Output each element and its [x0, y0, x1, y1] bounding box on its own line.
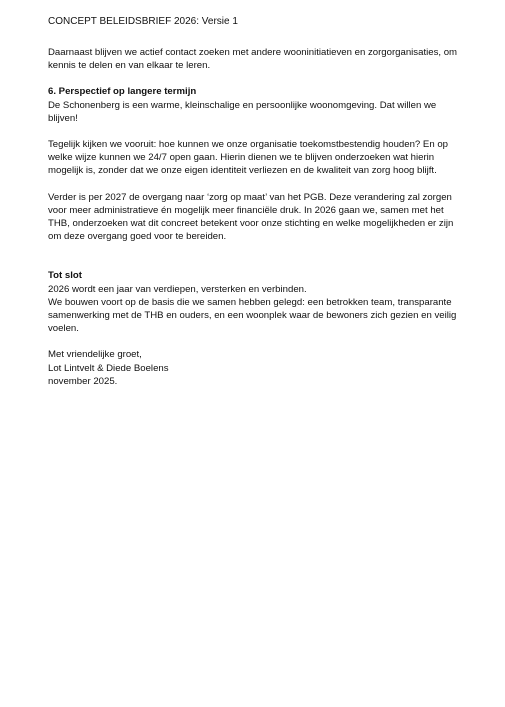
document-body [48, 46, 460, 401]
section-6-paragraph-3: Verder is per 2027 de overgang naar ‘zorg op maat’ van het PGB. Deze verandering zal zorgen voor meer administratieve én mogelijk meer financiële druk. In 2026 gaan we, samen met het THB, onderzoeken wat dit concreet betekent voor onze stichting en welke mogelijkheden er zijn om deze overgang goed voor te bereiden. [48, 191, 454, 243]
signature-block [48, 348, 460, 388]
section-6 [48, 85, 460, 125]
closing-heading: Tot slot [48, 270, 82, 282]
closing-line-2: We bouwen voort op de basis die we samen hebben gelegd: een betrokken team, transparante samenwerking met de THB en ouders, en een woonplek waar de bewoners zich gezien en veilig voelen. [48, 296, 457, 335]
section-6-heading: 6. Perspectief op langere termijn [48, 86, 197, 98]
closing-line-1: 2026 wordt een jaar van verdiepen, versterken en verbinden. [48, 283, 307, 295]
signature-greeting: Met vriendelijke groet, [48, 349, 142, 361]
closing-section [48, 269, 460, 335]
signature-names: Lot Lintvelt & Diede Boelens [48, 362, 169, 374]
section-6-paragraph-2: Tegelijk kijken we vooruit: hoe kunnen we onze organisatie toekomstbestendig houden? En op welke wijze kunnen we 24/7 open gaan. Hierin dienen we te blijven onderzoeken wat hierin mogelijk is, zonder dat we onze eigen identiteit verliezen en de kwaliteit van zorg hoog blijft. [48, 139, 448, 177]
signature-date: november 2025. [48, 375, 118, 387]
section-6-paragraph-1: De Schonenberg is een warme, kleinschalige en persoonlijke woonomgeving. Dat willen we blijven! [48, 99, 437, 124]
intro-paragraph: Daarnaast blijven we actief contact zoeken met andere wooninitiatieven en zorgorganisaties, om kennis te delen en van elkaar te leren. [48, 47, 458, 72]
document-header: CONCEPT BELEIDSBRIEF 2026: Versie 1 [48, 16, 238, 27]
